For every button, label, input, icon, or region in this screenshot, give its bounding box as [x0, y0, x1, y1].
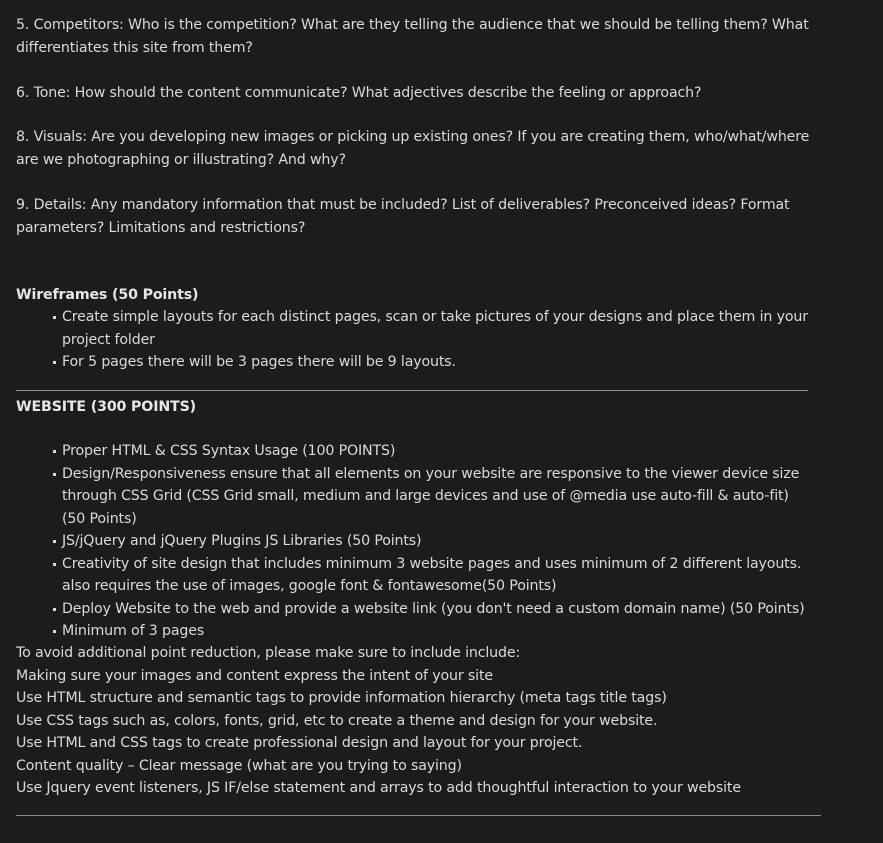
reduction-line: Use CSS tags such as, colors, fonts, grid, etc to create a theme and design for your website.	[16, 712, 658, 729]
wireframes-list	[50, 306, 810, 374]
wireframes-heading: Wireframes (50 Points)	[16, 287, 199, 303]
reduction-line: Use Jquery event listeners, JS IF/else statement and arrays to add thoughtful interaction to your website	[16, 780, 741, 796]
website-list	[50, 440, 810, 643]
reduction-line: Content quality – Clear message (what are you trying to saying)	[16, 757, 462, 774]
reduction-line: Making sure your images and content express the intent of your site	[16, 667, 493, 684]
visuals-question: 8. Visuals: Are you developing new images or picking up existing ones? If you are creating them, who/what/where are we photographing or illustrating? And why?	[16, 129, 810, 168]
tone-question: 6. Tone: How should the content communicate? What adjectives describe the feeling or approach?	[16, 85, 702, 101]
list-item: Deploy Website to the web and provide a website link (you don't need a custom domain name) (50 Points)	[50, 598, 810, 621]
list-item: For 5 pages there will be 3 pages there will be 9 layouts.	[50, 351, 810, 374]
list-item: Creativity of site design that includes minimum 3 website pages and uses minimum of 2 different layouts. also requires the use of images, google font & fontawesome(50 Points)	[50, 553, 810, 598]
details-question: 9. Details: Any mandatory information that must be included? List of deliverables? Preconceived ideas? Format parameters? Limitations and restrictions?	[16, 197, 790, 236]
reduction-intro: To avoid additional point reduction, please make sure to include include:	[16, 645, 521, 661]
reduction-notes	[16, 642, 856, 800]
list-item: JS/jQuery and jQuery Plugins JS Libraries (50 Points)	[50, 530, 810, 553]
list-item: Proper HTML & CSS Syntax Usage (100 POINTS)	[50, 440, 810, 463]
website-heading: WEBSITE (300 POINTS)	[16, 399, 196, 415]
list-item: Create simple layouts for each distinct pages, scan or take pictures of your designs and place them in your project folder	[50, 306, 810, 351]
list-item: Minimum of 3 pages	[50, 620, 810, 643]
divider	[16, 815, 821, 816]
competitors-question: 5. Competitors: Who is the competition? What are they telling the audience that we should be telling them? What differentiates this site from them?	[16, 17, 809, 56]
list-item: Design/Responsiveness ensure that all elements on your website are responsive to the viewer device size through CSS Grid (CSS Grid small, medium and large devices and use of @media use auto-fill & auto-fit) (50 Points)	[50, 463, 810, 531]
divider	[16, 390, 808, 391]
reduction-line: Use HTML structure and semantic tags to provide information hierarchy (meta tags title tags)	[16, 690, 667, 706]
reduction-line: Use HTML and CSS tags to create professional design and layout for your project.	[16, 735, 583, 751]
